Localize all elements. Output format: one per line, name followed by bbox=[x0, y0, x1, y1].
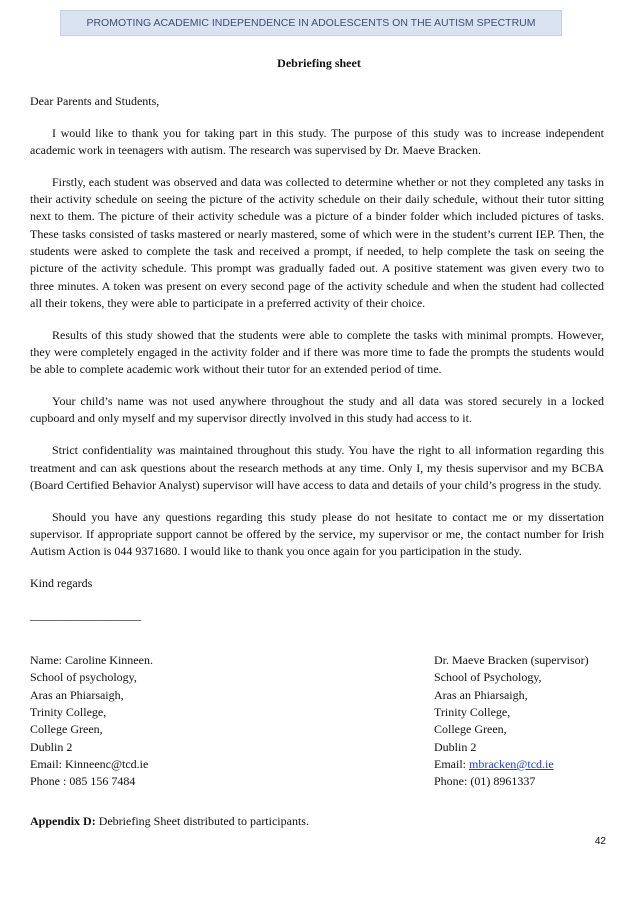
supervisor-college: Trinity College, bbox=[434, 705, 511, 720]
researcher-area: College Green, bbox=[30, 722, 103, 737]
running-header bbox=[60, 10, 562, 36]
supervisor-email-link[interactable]: mbracken@tcd.ie bbox=[469, 756, 554, 771]
supervisor-name: Dr. Maeve Bracken (supervisor) bbox=[434, 653, 589, 668]
researcher-college: Trinity College, bbox=[30, 705, 107, 720]
researcher-school: School of psychology, bbox=[30, 670, 137, 685]
letter-body bbox=[30, 93, 604, 791]
closing: Kind regards bbox=[30, 576, 93, 591]
paragraph-confidentiality: Strict confidentiality was maintained throughout this study. You have the right to all information regarding this treatment and can ask questions about the research methods at any time. Only I, my thesis supervisor and my BCBA (Board Certified Behavior Analyst) supervisor will have access to data and details of your child’s progress in the study. bbox=[30, 443, 604, 492]
researcher-city: Dublin 2 bbox=[30, 739, 73, 754]
researcher-building: Aras an Phiarsaigh, bbox=[30, 687, 124, 702]
appendix-caption bbox=[30, 814, 309, 829]
paragraph-results: Results of this study showed that the students were able to complete the tasks with minimal prompts. However, they were completely engaged in the activity folder and if there was more time to fade the prompts the students would be able to complete academic work without their tutor for an extended period of time. bbox=[30, 327, 604, 377]
signature-line: ______________________ bbox=[30, 607, 140, 622]
supervisor-school: School of Psychology, bbox=[434, 670, 542, 685]
supervisor-city: Dublin 2 bbox=[434, 739, 477, 754]
paragraph-anonymity: Your child’s name was not used anywhere throughout the study and all data was stored securely in a locked cupboard and only myself and my supervisor directly involved in this study had access to it. bbox=[30, 394, 604, 426]
page-title: Debriefing sheet bbox=[277, 56, 361, 70]
salutation: Dear Parents and Students, bbox=[30, 94, 160, 108]
supervisor-email-label: Email: bbox=[434, 756, 469, 771]
researcher-email: Email: Kinneenc@tcd.ie bbox=[30, 756, 149, 771]
appendix-text: Debriefing Sheet distributed to participants. bbox=[95, 814, 309, 828]
supervisor-building: Aras an Phiarsaigh, bbox=[434, 687, 528, 702]
contact-block bbox=[30, 652, 604, 790]
researcher-contact bbox=[30, 652, 153, 790]
researcher-phone: Phone : 085 156 7484 bbox=[30, 774, 136, 789]
supervisor-contact bbox=[434, 652, 600, 790]
supervisor-phone: Phone: (01) 8961337 bbox=[434, 774, 536, 789]
supervisor-area: College Green, bbox=[434, 722, 507, 737]
appendix-label: Appendix D: bbox=[30, 814, 96, 828]
researcher-name: Name: Caroline Kinneen. bbox=[30, 653, 153, 668]
paragraph-contact: Should you have any questions regarding this study please do not hesitate to contact me or my dissertation supervisor. If appropriate support cannot be offered by the service, my supervisor or me, the contact number for Irish Autism Action is 044 9371680. I would like to thank you once again for you participation in the study. bbox=[30, 509, 604, 559]
paragraph-method: Firstly, each student was observed and data was collected to determine whether or not they completed any tasks in their activity schedule on seeing the picture of the activity schedule on their daily schedule, without their tutor sitting next to them. The picture of their activity schedule was a picture of a binder folder which included pictures of tasks. These tasks consisted of tasks mastered or nearly mastered, some of which were in the student’s current IEP. Then, the students were asked to complete the task and received a prompt, if needed, to help complete the task on seeing the picture of the activity schedule. This prompt was gradually faded out. A positive statement was given every two to three minutes. A token was present on every second page of the activity schedule and when the student had collected all their tokens, they were able to participate in a preferred activity of their choice. bbox=[30, 174, 604, 310]
running-header-text: PROMOTING ACADEMIC INDEPENDENCE IN ADOLESCENTS ON THE AUTISM SPECTRUM bbox=[86, 17, 536, 29]
supervisor-email bbox=[434, 756, 600, 773]
paragraph-purpose: I would like to thank you for taking part in this study. The purpose of this study was to increase independent academic work in teenagers with autism. The research was supervised by Dr. Maeve Bracken. bbox=[30, 125, 604, 158]
page-number: 42 bbox=[594, 836, 606, 847]
